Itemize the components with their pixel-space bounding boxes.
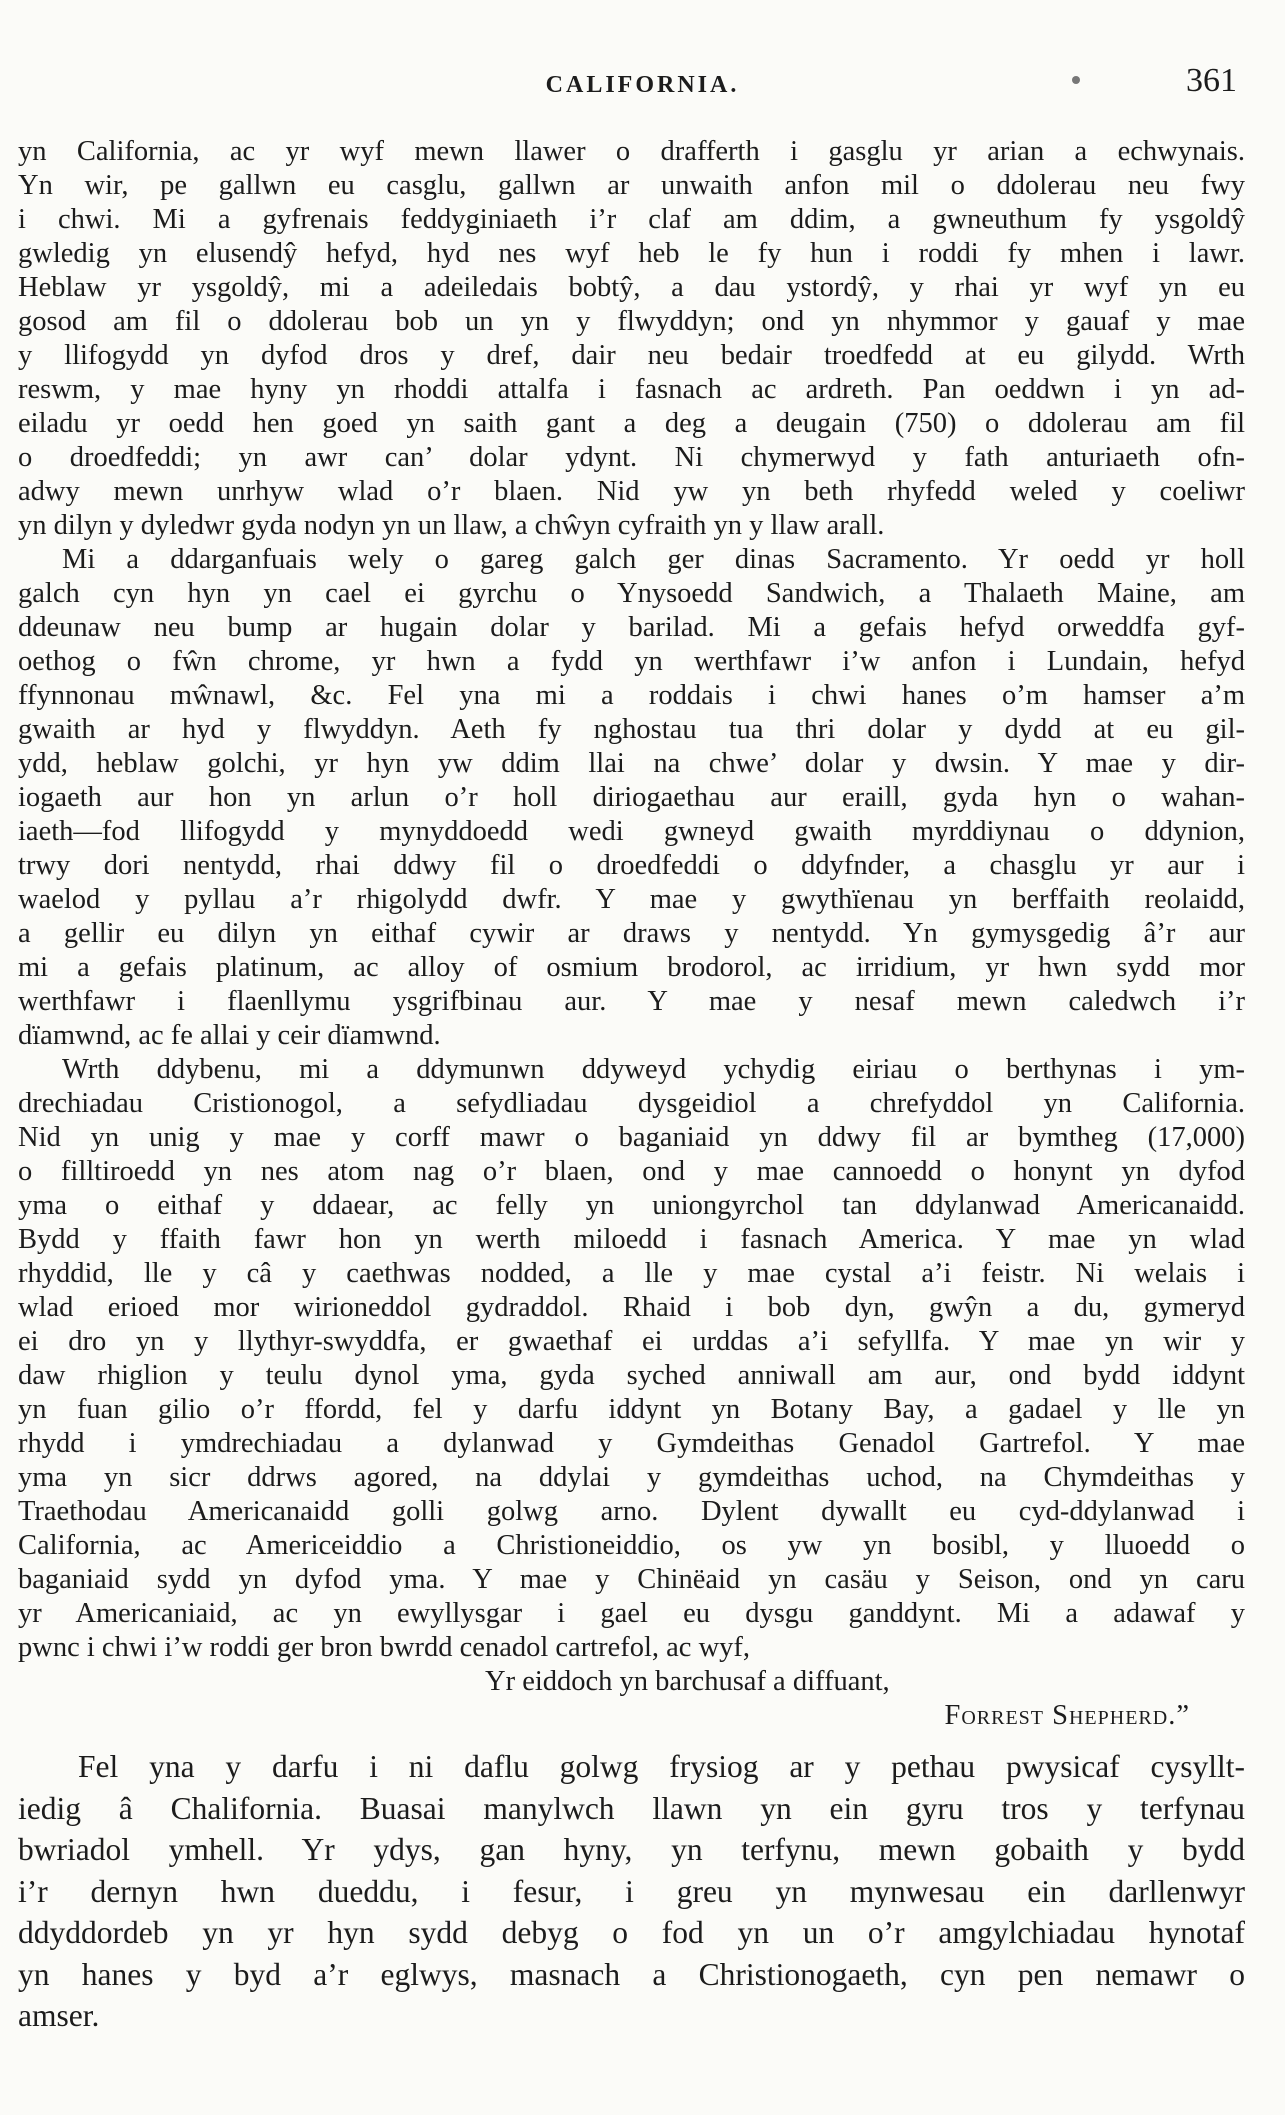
text-line: dïamwnd, ac fe allai y ceir dïamwnd. bbox=[18, 1020, 441, 1051]
ink-speck bbox=[1072, 76, 1080, 84]
page-number: 361 bbox=[1186, 62, 1237, 99]
text-line: ffynnonau mŵnawl, &c. Fel yna mi a roddais i chwi hanes o’m hamser a’m bbox=[18, 680, 1245, 711]
text-line: werthfawr i flaenllymu ysgrifbinau aur. Y mae y nesaf mewn caledwch i’r bbox=[18, 986, 1245, 1017]
text-line: ei dro yn y llythyr-swyddfa, er gwaethaf ei urddas a’i sefyllfa. Y mae yn wir y bbox=[18, 1326, 1245, 1357]
text-line: rhyddid, lle y câ y caethwas nodded, a lle y mae cystal a’i feistr. Ni welais i bbox=[18, 1258, 1245, 1289]
text-line: Bydd y ffaith fawr hon yn werth miloedd i fasnach America. Y mae yn wlad bbox=[18, 1224, 1245, 1255]
text-line: adwy mewn unrhyw wlad o’r blaen. Nid yw yn beth rhyfedd weled y coeliwr bbox=[18, 476, 1245, 507]
text-line: mi a gefais platinum, ac alloy of osmium brodorol, ac irridium, yr hwn sydd mor bbox=[18, 952, 1245, 983]
text-line: yn fuan gilio o’r ffordd, fel y darfu iddynt yn Botany Bay, a gadael y lle yn bbox=[18, 1394, 1245, 1425]
text-line: Nid yn unig y mae y corff mawr o baganiaid yn ddwy fil ar bymtheg (17,000) bbox=[18, 1122, 1245, 1153]
text-line: iaeth—fod llifogydd y mynyddoedd wedi gwneyd gwaith myrddiynau o ddynion, bbox=[18, 816, 1245, 847]
text-line: yr Americaniaid, ac yn ewyllysgar i gael eu dysgu ganddynt. Mi a adawaf y bbox=[18, 1598, 1245, 1629]
text-line: i chwi. Mi a gyfrenais feddyginiaeth i’r claf am ddim, a gwneuthum fy ysgoldŷ bbox=[18, 204, 1245, 235]
text-line: yma o eithaf y ddaear, ac felly yn uniongyrchol tan ddylanwad Americanaidd. bbox=[18, 1190, 1245, 1221]
text-line: bwriadol ymhell. Yr ydys, gan hyny, yn terfynu, mewn gobaith y bydd bbox=[18, 1832, 1245, 1867]
text-line: eiladu yr oedd hen goed yn saith gant a deg a deugain (750) o ddolerau am fil bbox=[18, 408, 1245, 439]
text-line: yn hanes y byd a’r eglwys, masnach a Christionogaeth, cyn pen nemawr o bbox=[18, 1956, 1245, 1992]
text-line: yn California, ac yr wyf mewn llawer o drafferth i gasglu yr arian a echwynais. bbox=[18, 136, 1245, 167]
text-line: wlad erioed mor wirioneddol gydraddol. Rhaid i bob dyn, gwŷn a du, gymeryd bbox=[18, 1292, 1245, 1323]
text-line: Fel yna y darfu i ni daflu golwg frysiog ar y pethau pwysicaf cysyllt- bbox=[78, 1749, 1245, 1784]
text-line: gwledig yn elusendŷ hefyd, hyd nes wyf heb le fy hun i roddi fy mhen i lawr. bbox=[18, 238, 1245, 269]
text-line: pwnc i chwi i’w roddi ger bron bwrdd cenadol cartrefol, ac wyf, bbox=[18, 1632, 751, 1663]
text-line: iogaeth aur hon yn arlun o’r holl diriogaethau aur eraill, gyda hyn o wahan- bbox=[18, 782, 1245, 813]
text-line: California, ac Americeiddio a Christioneiddio, os yw yn bosibl, y lluoedd o bbox=[18, 1530, 1245, 1561]
text-line: ddyddordeb yn yr hyn sydd debyg o fod yn un o’r amgylchiadau hynotaf bbox=[18, 1915, 1245, 1950]
text-line: iedig â Chalifornia. Buasai manylwch llawn yn ein gyru tros y terfynau bbox=[18, 1790, 1245, 1826]
text-line: Forrest Shepherd.” bbox=[944, 1700, 1190, 1731]
text-line: ydd, heblaw golchi, yr hyn yw ddim llai na chwe’ dolar y dwsin. Y mae y dir- bbox=[18, 748, 1245, 779]
running-title: CALIFORNIA. bbox=[545, 72, 740, 98]
text-line: Yr eiddoch yn barchusaf a diffuant, bbox=[485, 1666, 890, 1697]
text-line: daw rhiglion y teulu dynol yma, gyda syched anniwall am aur, ond bydd iddynt bbox=[18, 1360, 1245, 1391]
text-line: trwy dori nentydd, rhai ddwy fil o droedfeddi o ddyfnder, a chasglu yr aur i bbox=[18, 850, 1245, 881]
text-line: Heblaw yr ysgoldŷ, mi a adeiledais bobtŷ, a dau ystordŷ, y rhai yr wyf yn eu bbox=[18, 272, 1245, 303]
text-line: yma yn sicr ddrws agored, na ddylai y gymdeithas uchod, na Chymdeithas y bbox=[18, 1462, 1245, 1493]
text-line: oethog o fŵn chrome, yr hwn a fydd yn werthfawr i’w anfon i Lundain, hefyd bbox=[18, 646, 1245, 677]
text-line: Wrth ddybenu, mi a ddymunwn ddyweyd ychydig eiriau o berthynas i ym- bbox=[62, 1054, 1245, 1085]
text-line: Mi a ddarganfuais wely o gareg galch ger dinas Sacramento. Yr oedd yr holl bbox=[62, 544, 1245, 575]
text-line: ddeunaw neu bump ar hugain dolar y barilad. Mi a gefais hefyd orweddfa gyf- bbox=[18, 612, 1245, 643]
text-line: waelod y pyllau a’r rhigolydd dwfr. Y mae y gwythïenau yn berffaith reolaidd, bbox=[18, 884, 1245, 915]
text-line: rhydd i ymdrechiadau a dylanwad y Gymdeithas Genadol Gartrefol. Y mae bbox=[18, 1428, 1245, 1459]
text-line: baganiaid sydd yn dyfod yma. Y mae y Chinëaid yn casäu y Seison, ond yn caru bbox=[18, 1564, 1245, 1595]
text-line: a gellir eu dilyn yn eithaf cywir ar draws y nentydd. Yn gymysgedig â’r aur bbox=[18, 918, 1245, 949]
text-line: galch cyn hyn yn cael ei gyrchu o Ynysoedd Sandwich, a Thalaeth Maine, am bbox=[18, 578, 1245, 609]
running-head bbox=[0, 62, 1285, 112]
text-line: gwaith ar hyd y flwyddyn. Aeth fy nghostau tua thri dolar y dydd at eu gil- bbox=[18, 714, 1245, 745]
text-line: amser. bbox=[18, 1998, 100, 2033]
text-line: o filltiroedd yn nes atom nag o’r blaen, ond y mae cannoedd o honynt yn dyfod bbox=[18, 1156, 1245, 1187]
text-line: drechiadau Cristionogol, a sefydliadau dysgeidiol a chrefyddol yn California. bbox=[18, 1088, 1245, 1119]
text-line: y llifogydd yn dyfod dros y dref, dair neu bedair troedfedd at eu gilydd. Wrth bbox=[18, 340, 1245, 371]
text-line: yn dilyn y dyledwr gyda nodyn yn un llaw, a chŵyn cyfraith yn y llaw arall. bbox=[18, 510, 885, 541]
text-line: i’r dernyn hwn dueddu, i fesur, i greu yn mynwesau ein darllenwyr bbox=[18, 1873, 1245, 1909]
text-line: Yn wir, pe gallwn eu casglu, gallwn ar unwaith anfon mil o ddolerau neu fwy bbox=[18, 170, 1245, 201]
text-line: Traethodau Americanaidd golli golwg arno. Dylent dywallt eu cyd-ddylanwad i bbox=[18, 1496, 1245, 1527]
text-line: gosod am fil o ddolerau bob un yn y flwyddyn; ond yn nhymmor y gauaf y mae bbox=[18, 306, 1245, 337]
text-line: o droedfeddi; yn awr can’ dolar ydynt. Ni chymerwyd y fath anturiaeth ofn- bbox=[18, 442, 1245, 473]
text-line: reswm, y mae hyny yn rhoddi attalfa i fasnach ac ardreth. Pan oeddwn i yn ad- bbox=[18, 374, 1245, 405]
